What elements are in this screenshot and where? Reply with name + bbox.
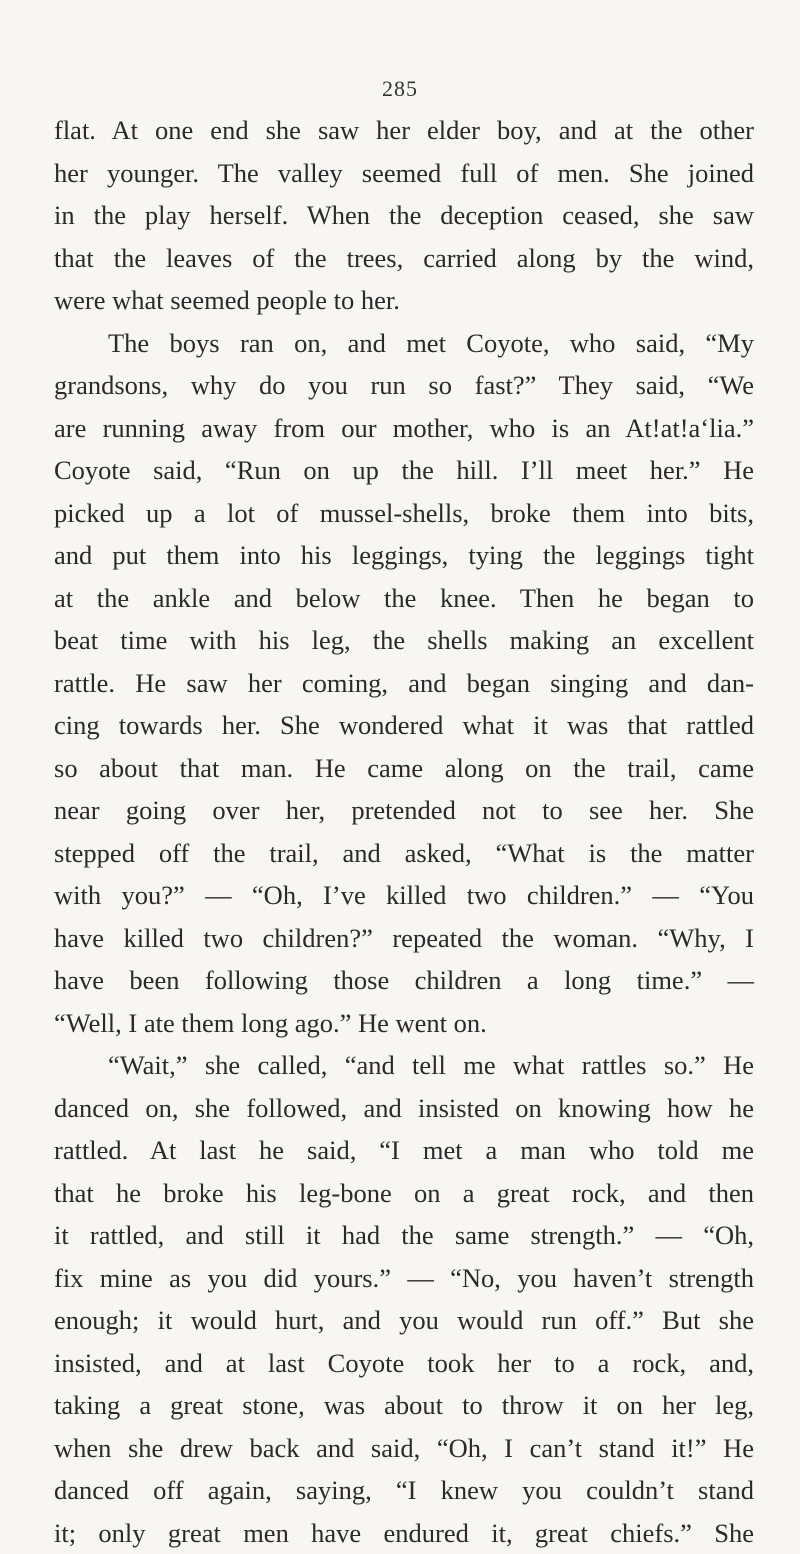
text-line: in the play herself. When the deception ceased, she saw: [54, 194, 754, 237]
text-line: Coyote said, “Run on up the hill. I’ll meet her.” He: [54, 449, 754, 492]
text-line: “Well, I ate them long ago.” He went on.: [54, 1002, 754, 1045]
text-line: it; only great men have endured it, great chiefs.” She: [54, 1512, 754, 1554]
text-line: it rattled, and still it had the same strength.” — “Oh,: [54, 1214, 754, 1257]
text-line: when she drew back and said, “Oh, I can’t stand it!” He: [54, 1427, 754, 1470]
text-line: fix mine as you did yours.” — “No, you haven’t strength: [54, 1257, 754, 1300]
text-line: taking a great stone, was about to throw it on her leg,: [54, 1384, 754, 1427]
text-line: grandsons, why do you run so fast?” They said, “We: [54, 364, 754, 407]
text-line: cing towards her. She wondered what it was that rattled: [54, 704, 754, 747]
text-line: were what seemed people to her.: [54, 279, 754, 322]
text-line: with you?” — “Oh, I’ve killed two children.” — “You: [54, 874, 754, 917]
text-line: rattle. He saw her coming, and began singing and dan-: [54, 662, 754, 705]
text-line: danced off again, saying, “I knew you couldn’t stand: [54, 1469, 754, 1512]
text-line: that he broke his leg-bone on a great rock, and then: [54, 1172, 754, 1215]
text-line: have killed two children?” repeated the woman. “Why, I: [54, 917, 754, 960]
page-number: 285: [0, 76, 800, 102]
text-line: and put them into his leggings, tying the leggings tight: [54, 534, 754, 577]
text-line: at the ankle and below the knee. Then he began to: [54, 577, 754, 620]
text-line: danced on, she followed, and insisted on knowing how he: [54, 1087, 754, 1130]
text-line: that the leaves of the trees, carried along by the wind,: [54, 237, 754, 280]
body-text: [54, 109, 754, 1554]
text-line: The boys ran on, and met Coyote, who said, “My: [54, 322, 754, 365]
text-line: stepped off the trail, and asked, “What is the matter: [54, 832, 754, 875]
text-line: near going over her, pretended not to see her. She: [54, 789, 754, 832]
text-line: beat time with his leg, the shells making an excellent: [54, 619, 754, 662]
text-line: insisted, and at last Coyote took her to a rock, and,: [54, 1342, 754, 1385]
text-line: have been following those children a long time.” —: [54, 959, 754, 1002]
text-line: so about that man. He came along on the trail, came: [54, 747, 754, 790]
text-line: are running away from our mother, who is an At!at!aʻlia.”: [54, 407, 754, 450]
text-line: flat. At one end she saw her elder boy, and at the other: [54, 109, 754, 152]
text-line: her younger. The valley seemed full of men. She joined: [54, 152, 754, 195]
text-line: picked up a lot of mussel-shells, broke them into bits,: [54, 492, 754, 535]
text-line: “Wait,” she called, “and tell me what rattles so.” He: [54, 1044, 754, 1087]
text-line: rattled. At last he said, “I met a man who told me: [54, 1129, 754, 1172]
text-line: enough; it would hurt, and you would run off.” But she: [54, 1299, 754, 1342]
